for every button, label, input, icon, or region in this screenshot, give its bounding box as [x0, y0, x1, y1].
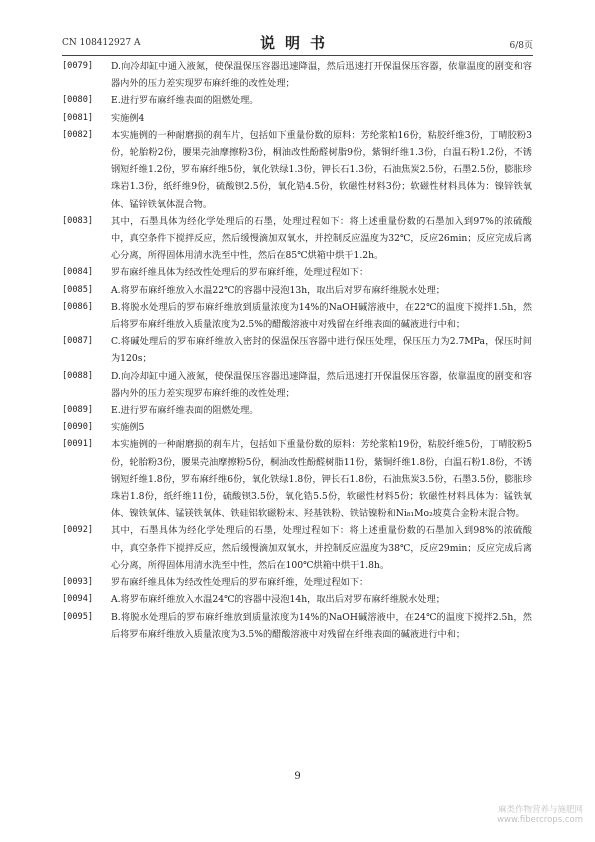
paragraph-text: 本实施例的一种耐磨损的刹车片，包括如下重量份数的原料：芳纶浆粕19份，粘胶纤维5份，丁晴胶粉5份，轮胎粉3份，腰果壳油摩擦粉5份，桐油改性酚醛树脂11份，紫铜纤维1.8份，白温石粉1.8份，不锈钢短纤维1.8份，罗布麻纤维6份，氧化铁绿1.8份，钾长石1.8份，石油焦炭3.5份，石墨3.5份，膨胀珍珠岩1.8份，纸纤维11份，硫酸钡3.5份，氧化锆5.5份，软磁性材料5份；软磁性材料具体为：锰铁氧体、镍铁氧体、锰镁铁氧体、铁硅铝软磁粉末、羟基铁粉、铁钴镍粉和Ni₈₁Mo₂坡莫合金粉末混合物。 [111, 439, 532, 520]
paragraph-text: 实施例5 [111, 422, 145, 434]
paragraph [62, 402, 532, 419]
patent-number: CN 108412927 A [62, 38, 141, 48]
paragraph [62, 419, 532, 436]
paragraph-text: A.将罗布麻纤维放入水温22℃的容器中浸泡13h，取出后对罗布麻纤维脱水处理； [111, 284, 445, 296]
paragraph-text: B.将脱水处理后的罗布麻纤维放到质量浓度为14%的NaOH碱溶液中，在24℃的温度下搅拌2.5h，然后将罗布麻纤维放入质量浓度为3.5%的醋酸溶液中对残留在纤维表面的碱液进行中和； [111, 611, 532, 640]
paragraph-id: [0080] [62, 95, 94, 106]
paragraph-id: [0082] [62, 129, 94, 140]
paragraph [62, 591, 532, 608]
paragraph-id: [0087] [62, 336, 94, 347]
paragraph-text: C.将碱处理后的罗布麻纤维放入密封的保温保压容器中进行保压处理，保压压力为2.7MPa，保压时间为120s； [111, 336, 532, 365]
paragraph-id: [0091] [62, 439, 94, 450]
watermark-site-name: 麻类作物营养与施肥网 [497, 805, 583, 815]
paragraph-text: E.进行罗布麻纤维表面的阻燃处理。 [111, 405, 259, 417]
page-indicator: 6/8页 [509, 41, 533, 51]
paragraph-text: 其中，石墨具体为经化学处理后的石墨，处理过程如下：将上述重量份数的石墨加入到97%的浓硫酸中，真空条件下搅拌反应，然后缓慢滴加双氧水，并控制反应温度为32℃，反应26min；反应完成后离心分离，所得固体用清水洗至中性，然后在85℃烘箱中烘干1.2h。 [111, 215, 532, 262]
paragraph-id: [0079] [62, 61, 94, 71]
paragraph-text: E.进行罗布麻纤维表面的阻燃处理。 [111, 95, 259, 107]
paragraph-text: A.将罗布麻纤维放入水温24℃的容器中浸泡14h，取出后对罗布麻纤维脱水处理； [111, 594, 445, 606]
paragraph-text: 本实施例的一种耐磨损的刹车片，包括如下重量份数的原料：芳纶浆粕16份，粘胶纤维3份，丁晴胶粉3份，轮胎粉2份，腰果壳油摩擦粉3份，桐油改性酚醛树脂9份，紫铜纤维1.3份，白温石粉1.2份，不锈钢短纤维1.2份，罗布麻纤维5份，氧化铁绿1.3份，钾长石1.3份，石油焦炭2.5份，石墨2.5份，膨胀珍珠岩1.3份，纸纤维9份，硫酸钡2.5份，氧化锆4.5份，软磁性材料3份；软磁性材料具体为：镍锌铁氧体、锰锌铁氧体混合物。 [111, 129, 532, 210]
paragraph [62, 299, 532, 333]
header-rule [62, 55, 533, 56]
watermark-url: www.fibercrops.com [497, 815, 583, 825]
paragraph-id: [0089] [62, 405, 94, 416]
paragraph-text: D.向冷却缸中通入液氮，使保温保压容器迅速降温，然后迅速打开保温保压容器，依靠温度的剧变和容器内外的压力差实现罗布麻纤维的改性处理； [111, 61, 532, 90]
paragraph-id: [0084] [62, 267, 94, 278]
paragraph-id: [0081] [62, 112, 94, 123]
paragraph [62, 264, 532, 281]
paragraph-text: 罗布麻纤维具体为经改性处理后的罗布麻纤维，处理过程如下： [111, 577, 369, 589]
paragraph-id: [0094] [62, 594, 94, 605]
paragraph [62, 368, 532, 402]
paragraph-text: 其中，石墨具体为经化学处理后的石墨，处理过程如下：将上述重量份数的石墨加入到98%的浓硫酸中，真空条件下搅拌反应，然后缓慢滴加双氧水，并控制反应温度为38℃，反应29min；反应完成后离心分离，所得固体用清水洗至中性，然后在100℃烘箱中烘干1.8h。 [111, 525, 532, 571]
paragraph [62, 436, 532, 522]
paragraph [62, 522, 532, 574]
paragraph [62, 92, 532, 109]
document-title: 说明书 [259, 34, 335, 52]
paragraph-id: [0092] [62, 525, 94, 536]
page-header [62, 32, 533, 52]
page-number: 9 [294, 771, 301, 782]
paragraph [62, 127, 532, 213]
paragraph [62, 574, 532, 591]
paragraph [62, 333, 532, 367]
paragraph [62, 213, 532, 265]
paragraph-id: [0088] [62, 370, 94, 381]
paragraph [62, 58, 532, 92]
paragraph-text: 实施例4 [111, 112, 145, 124]
watermark [443, 805, 583, 825]
paragraph-id: [0086] [62, 301, 94, 312]
paragraph [62, 609, 532, 643]
paragraph-id: [0093] [62, 577, 94, 588]
paragraph-text: 罗布麻纤维具体为经改性处理后的罗布麻纤维，处理过程如下： [111, 267, 369, 279]
paragraph-text: D.向冷却缸中通入液氮，使保温保压容器迅速降温，然后迅速打开保温保压容器，依靠温度的剧变和容器内外的压力差实现罗布麻纤维的改性处理； [111, 370, 532, 399]
paragraph-text: B.将脱水处理后的罗布麻纤维放到质量浓度为14%的NaOH碱溶液中，在22℃的温度下搅拌1.5h，然后将罗布麻纤维放入质量浓度为2.5%的醋酸溶液中对残留在纤维表面的碱液进行中和； [111, 301, 532, 331]
paragraph-id: [0085] [62, 284, 94, 295]
paragraph-id: [0090] [62, 422, 94, 433]
paragraph-id: [0083] [62, 215, 94, 226]
document-body [62, 58, 532, 643]
paragraph [62, 282, 532, 299]
paragraph-id: [0095] [62, 611, 94, 622]
paragraph [62, 110, 532, 127]
